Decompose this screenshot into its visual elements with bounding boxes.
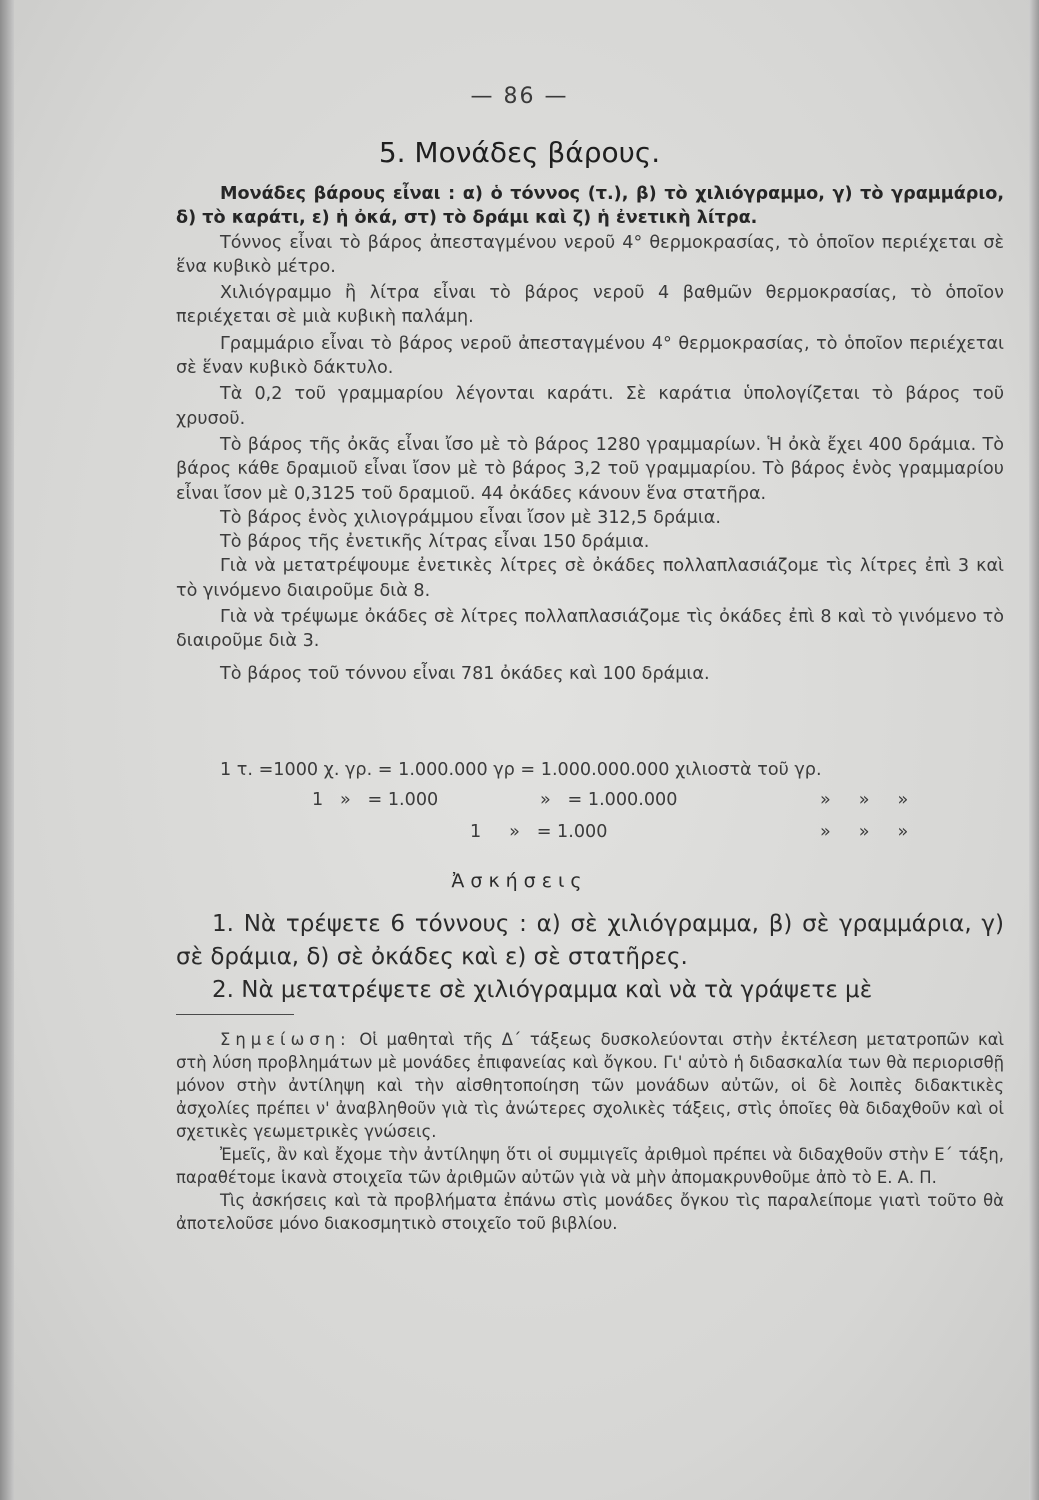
paragraph-tonne-okas: Τὸ βάρος τοῦ τόννου εἶναι 781 ὀκάδες καὶ 100 δράμια. <box>220 663 710 684</box>
paragraph-tonne: Τόννος εἶναι τὸ βάρος ἀπεσταγμένου νεροῦ 4° θερμοκρασίας, τὸ ὁποῖον περιέχεται σὲ ἕνα κυβικὸ μέτρο. <box>176 232 1004 277</box>
paragraph-carat: Τὰ 0,2 τοῦ γραμμαρίου λέγονται καράτι. Σὲ καράτια ὑπολογίζεται τὸ βάρος τοῦ χρυσοῦ. <box>176 384 1004 429</box>
conversion-row-3-ditto: » » » <box>820 822 909 842</box>
footnote-paragraph-1 <box>176 1028 1004 1143</box>
paragraph-litres-to-okas: Γιὰ νὰ μετατρέψουμε ἐνετικὲς λίτρες σὲ ὀκάδες πολλαπλασιάζομε τὶς λίτρες ἐπὶ 3 καὶ τὸ γινόμενο διαιροῦμε διὰ 8. <box>176 556 1004 601</box>
paragraph-oka: Τὸ βάρος τῆς ὀκᾶς εἶναι ἴσο μὲ τὸ βάρος 1280 γραμμαρίων. Ἡ ὀκὰ ἔχει 400 δράμια. Τὸ βάρος κάθε δραμιοῦ εἶναι ἴσον μὲ τὸ βάρος 3,2 τοῦ γραμμαρίου. Τὸ βάρος ἑνὸς γραμμαρίου εἶναι ἴσον μὲ 0,3125 τοῦ δραμιοῦ. 44 ὀκάδες κάνουν ἕνα στατῆρα. <box>176 434 1004 504</box>
footnote-label: Σημείωση: <box>220 1030 351 1049</box>
conversion-row-3-left: 1 » = 1.000 <box>470 822 608 842</box>
conversion-row-1: 1 τ. =1000 χ. γρ. = 1.000.000 γρ = 1.000.000.000 χιλιοστὰ τοῦ γρ. <box>220 760 822 780</box>
paragraph-kilogram: Χιλιόγραμμο ἢ λίτρα εἶναι τὸ βάρος νεροῦ 4 βαθμῶν θερμοκρασίας, τὸ ὁποῖον περιέχεται σὲ μιὰ κυβικὴ παλάμη. <box>176 283 1004 328</box>
footnote-divider <box>176 1014 294 1015</box>
paragraph-kilogram-drams: Τὸ βάρος ἑνὸς χιλιογράμμου εἶναι ἴσον μὲ 312,5 δράμια. <box>220 507 721 528</box>
paragraph-gram: Γραμμάριο εἶναι τὸ βάρος νεροῦ ἀπεσταγμένου 4° θερμοκρασίας, τὸ ὁποῖον περιέχεται σὲ ἕναν κυβικὸ δάκτυλο. <box>176 333 1004 379</box>
chapter-title: 5. Μονάδες βάρους. <box>378 136 661 169</box>
paragraph-venetian-litre: Τὸ βάρος τῆς ἐνετικῆς λίτρας εἶναι 150 δράμια. <box>220 532 650 553</box>
page-edge-left <box>0 0 14 1500</box>
exercise-1: 1. Νὰ τρέψετε 6 τόννους : α) σὲ χιλιόγραμμα, β) σὲ γραμμάρια, γ) σὲ δράμια, δ) σὲ ὀκάδες καὶ ε) σὲ στατῆρες. <box>176 911 1004 970</box>
exercises-list <box>176 908 1004 1007</box>
page-number: — 86 — <box>470 84 569 109</box>
footnote <box>176 1028 1004 1235</box>
footnote-paragraph-2: Ἐμεῖς, ἂν καὶ ἔχομε τὴν ἀντίληψη ὅτι οἱ συμμιγεῖς ἀριθμοὶ πρέπει νὰ διδαχθοῦν στὴν Ε΄ τάξη, παραθέτομε ἱκανὰ στοιχεῖα τῶν ἀριθμῶν αὐτῶν γιὰ νὰ μὴν ἀπομακρυνθοῦμε ἀπὸ τὸ Ε. Α. Π. <box>176 1145 1004 1187</box>
conversion-row-2-left: 1 » = 1.000 <box>312 790 439 810</box>
main-text <box>176 182 1004 686</box>
conversion-row-2-ditto: » » » <box>820 790 909 810</box>
paragraph-units: Μονάδες βάρους εἶναι : α) ὁ τόννος (τ.), β) τὸ χιλιόγραμμο, γ) τὸ γραμμάριο, δ) τὸ καράτι, ε) ἡ ὀκά, στ) τὸ δράμι καὶ ζ) ἡ ἐνετικὴ λίτρα. <box>176 184 1004 229</box>
page-edge-right <box>1029 0 1039 1500</box>
footnote-text-1: Οἱ μαθηταὶ τῆς Δ΄ τάξεως δυσκολεύονται στὴν ἐκτέλεση μετατροπῶν καὶ στὴ λύση προβλημάτων μὲ μονάδες ἐπιφανείας καὶ ὄγκου. Γι' αὐτὸ ἡ διδασκαλία των θὰ περιορισθῇ μόνον στὴν ἀντίληψη καὶ τὴν αἰσθητοποίηση τῶν μονάδων αὐτῶν, οἱ δὲ λοιπὲς διδακτικὲς ἀσχολίες πρέπει ν' ἀναβληθοῦν γιὰ τὶς ἀνώτερες σχολικὲς τάξεις, στὶς ὁποῖες θὰ διδαχθοῦν καὶ οἱ σχετικὲς γεωμετρικὲς γνώσεις. <box>176 1030 1004 1141</box>
conversion-row-2-mid: » = 1.000.000 <box>540 790 678 810</box>
exercises-title: Ἀσκήσεις <box>451 870 588 892</box>
paragraph-okas-to-litres: Γιὰ νὰ τρέψωμε ὀκάδες σὲ λίτρες πολλαπλασιάζομε τὶς ὀκάδες ἐπὶ 8 καὶ τὸ γινόμενο τὸ διαιροῦμε διὰ 3. <box>176 607 1004 652</box>
footnote-paragraph-3: Τὶς ἀσκήσεις καὶ τὰ προβλήματα ἐπάνω στὶς μονάδες ὄγκου τὶς παραλείπομε γιατὶ τοῦτο θὰ ἀποτελοῦσε μόνο διακοσμητικὸ στοιχεῖο τοῦ βιβλίου. <box>176 1191 1004 1233</box>
exercise-2: 2. Νὰ μετατρέψετε σὲ χιλιόγραμμα καὶ νὰ τὰ γράψετε μὲ <box>212 977 873 1003</box>
